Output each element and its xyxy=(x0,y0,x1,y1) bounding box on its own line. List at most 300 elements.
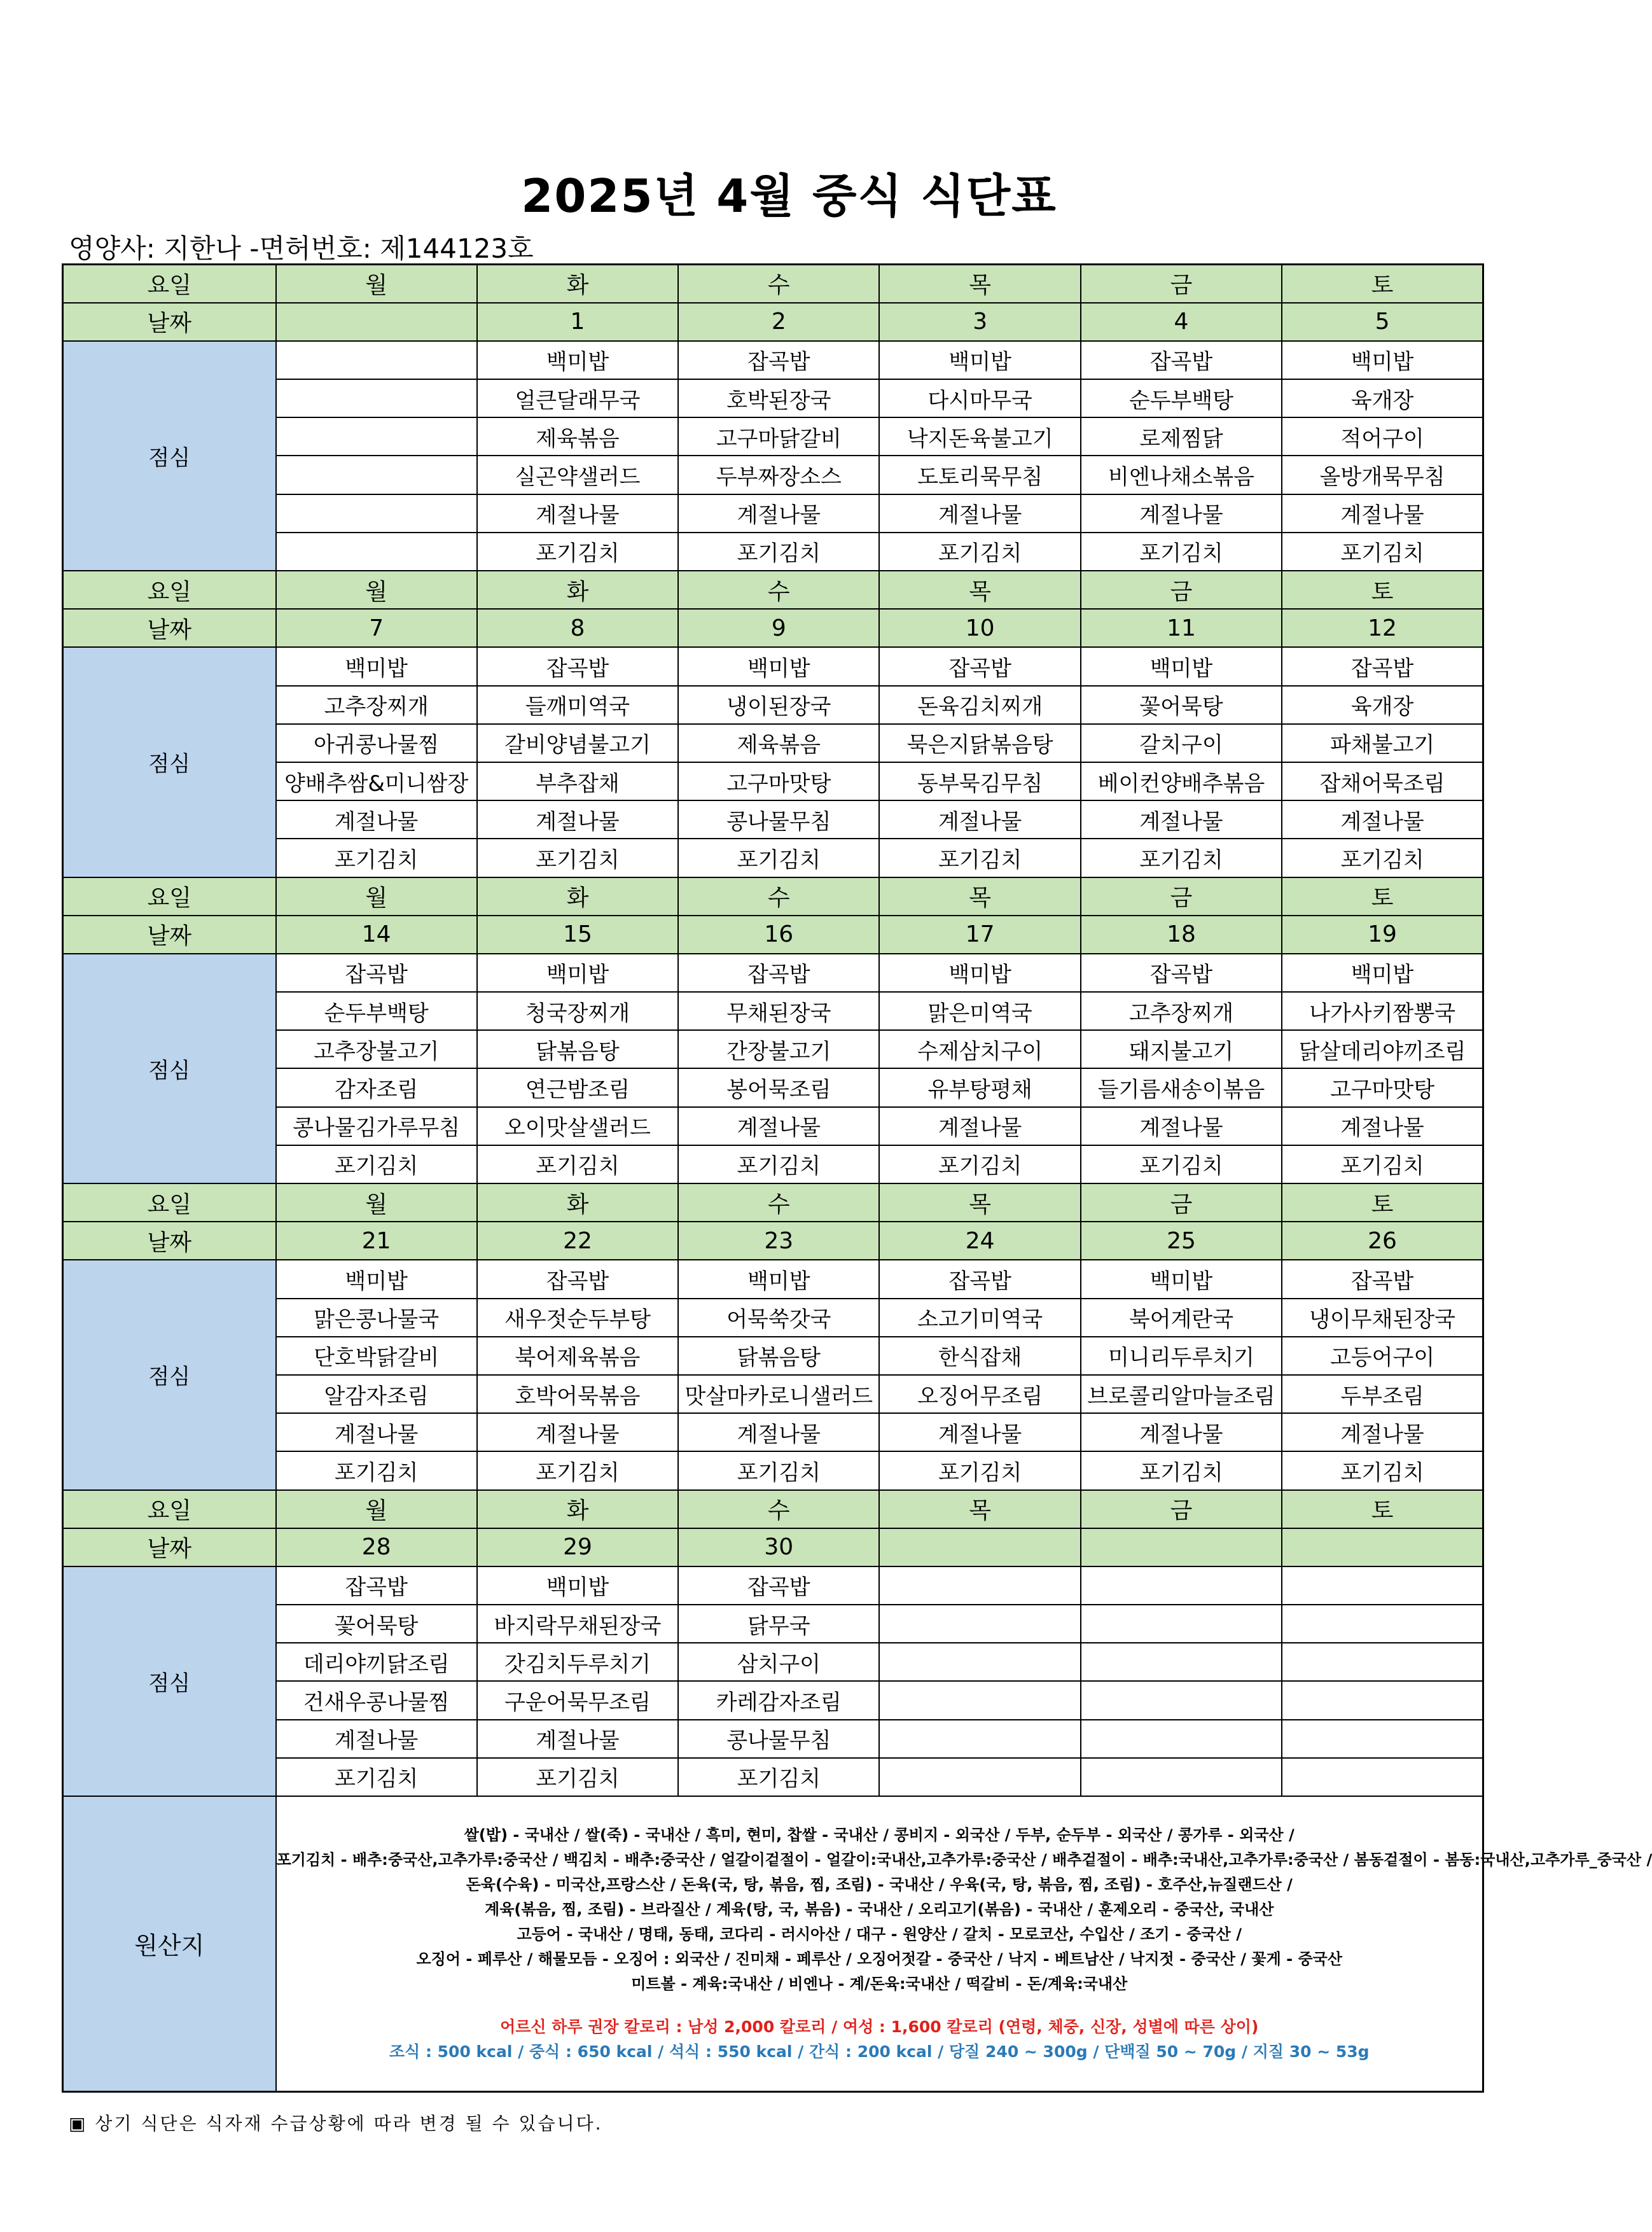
menu-item: 북어계란국 xyxy=(1081,1299,1282,1337)
menu-item xyxy=(879,1605,1080,1643)
menu-row xyxy=(63,1413,1483,1451)
menu-item: 고추장찌개 xyxy=(276,686,477,724)
menu-item xyxy=(879,1566,1080,1605)
origin-label: 원산지 xyxy=(63,1796,276,2091)
menu-item: 포기김치 xyxy=(1282,839,1483,877)
menu-item xyxy=(1081,1681,1282,1719)
date-cell xyxy=(879,1528,1080,1566)
menu-item: 알감자조림 xyxy=(276,1375,477,1413)
day-label: 요일 xyxy=(63,571,276,609)
day-row xyxy=(63,571,1483,609)
menu-item: 호박된장국 xyxy=(678,379,879,417)
menu-row xyxy=(63,1375,1483,1413)
date-label: 날짜 xyxy=(63,1528,276,1566)
menu-row xyxy=(63,494,1483,533)
day-name-cell: 금 xyxy=(1081,571,1282,609)
menu-item: 순두부백탕 xyxy=(1081,379,1282,417)
menu-item: 맑은미역국 xyxy=(879,992,1080,1030)
menu-item: 맛살마카로니샐러드 xyxy=(678,1375,879,1413)
day-name-cell: 목 xyxy=(879,265,1080,303)
menu-item: 돼지불고기 xyxy=(1081,1030,1282,1068)
menu-item: 계절나물 xyxy=(1282,800,1483,839)
day-label: 요일 xyxy=(63,265,276,303)
menu-item: 잡곡밥 xyxy=(678,1566,879,1605)
nutritionist-info: 영양사: 지한나 -면허번호: 제144123호 xyxy=(69,233,534,264)
date-row xyxy=(63,1528,1483,1566)
menu-item: 미니리두루치기 xyxy=(1081,1337,1282,1375)
date-cell xyxy=(276,303,477,341)
menu-item: 백미밥 xyxy=(678,1260,879,1298)
menu-item xyxy=(1282,1720,1483,1758)
menu-item: 백미밥 xyxy=(879,341,1080,379)
menu-item: 백미밥 xyxy=(276,647,477,685)
menu-item: 백미밥 xyxy=(879,954,1080,992)
lunch-label: 점심 xyxy=(63,647,276,877)
menu-item xyxy=(1282,1681,1483,1719)
menu-item: 간장불고기 xyxy=(678,1030,879,1068)
menu-row xyxy=(63,1643,1483,1681)
menu-row xyxy=(63,992,1483,1030)
menu-item: 호박어묵볶음 xyxy=(477,1375,678,1413)
day-label: 요일 xyxy=(63,1183,276,1222)
menu-item: 포기김치 xyxy=(879,1145,1080,1183)
menu-row xyxy=(63,1720,1483,1758)
menu-row xyxy=(63,800,1483,839)
date-cell: 19 xyxy=(1282,916,1483,954)
menu-item: 계절나물 xyxy=(1081,1413,1282,1451)
day-row xyxy=(63,265,1483,303)
day-name-cell: 금 xyxy=(1081,1183,1282,1222)
menu-item xyxy=(1282,1605,1483,1643)
day-name-cell: 월 xyxy=(276,265,477,303)
menu-item: 고구마맛탕 xyxy=(1282,1068,1483,1106)
menu-item: 건새우콩나물찜 xyxy=(276,1681,477,1719)
menu-item: 콩나물무침 xyxy=(678,800,879,839)
menu-item: 잡곡밥 xyxy=(1081,341,1282,379)
date-label: 날짜 xyxy=(63,609,276,647)
menu-row xyxy=(63,954,1483,992)
menu-row xyxy=(63,1107,1483,1145)
menu-item: 잡곡밥 xyxy=(879,1260,1080,1298)
menu-item: 도토리묵무침 xyxy=(879,456,1080,494)
menu-item: 계절나물 xyxy=(1282,1107,1483,1145)
date-cell: 21 xyxy=(276,1222,477,1260)
menu-item xyxy=(1081,1566,1282,1605)
menu-row xyxy=(63,1758,1483,1796)
date-cell: 4 xyxy=(1081,303,1282,341)
menu-item: 계절나물 xyxy=(276,800,477,839)
menu-item: 포기김치 xyxy=(1081,1451,1282,1489)
day-name-cell: 수 xyxy=(678,877,879,916)
origin-row xyxy=(63,1796,1483,2091)
menu-item: 계절나물 xyxy=(678,1107,879,1145)
menu-item: 계절나물 xyxy=(477,494,678,533)
menu-item: 포기김치 xyxy=(879,533,1080,571)
menu-item: 계절나물 xyxy=(1081,800,1282,839)
date-cell: 9 xyxy=(678,609,879,647)
menu-item: 수제삼치구이 xyxy=(879,1030,1080,1068)
menu-item: 백미밥 xyxy=(276,1260,477,1298)
day-name-cell: 수 xyxy=(678,571,879,609)
menu-item: 청국장찌개 xyxy=(477,992,678,1030)
menu-item: 포기김치 xyxy=(1282,1145,1483,1183)
day-name-cell: 화 xyxy=(477,265,678,303)
date-cell: 17 xyxy=(879,916,1080,954)
menu-item: 잡곡밥 xyxy=(678,341,879,379)
menu-item: 포기김치 xyxy=(678,533,879,571)
menu-item: 포기김치 xyxy=(477,1758,678,1796)
menu-item: 백미밥 xyxy=(477,954,678,992)
menu-item xyxy=(1282,1758,1483,1796)
menu-item: 포기김치 xyxy=(276,1451,477,1489)
day-label: 요일 xyxy=(63,1490,276,1528)
date-cell: 24 xyxy=(879,1222,1080,1260)
day-name-cell: 목 xyxy=(879,1490,1080,1528)
menu-item: 갈비양념불고기 xyxy=(477,724,678,762)
menu-row xyxy=(63,1566,1483,1605)
menu-item xyxy=(1282,1643,1483,1681)
meal-kcal-note: 조식 : 500 kcal / 중식 : 650 kcal / 석식 : 550 kcal / 간식 : 200 kcal / 당질 240 ~ 300g / 단백질 50 ~ 70g / 지질 30 ~ 53g xyxy=(389,2042,1370,2061)
menu-item xyxy=(276,494,477,533)
menu-item: 백미밥 xyxy=(1282,954,1483,992)
menu-item: 육개장 xyxy=(1282,379,1483,417)
date-cell: 1 xyxy=(477,303,678,341)
menu-item: 얼큰달래무국 xyxy=(477,379,678,417)
origin-line: 오징어 - 페루산 / 해물모듬 - 오징어 : 외국산 / 진미채 - 페루산 / 오징어젓갈 - 중국산 / 낙지 - 베트남산 / 낙지젓 - 중국산 / 꽃게 - 중국산 xyxy=(416,1950,1342,1969)
menu-row xyxy=(63,762,1483,800)
menu-item: 백미밥 xyxy=(1282,341,1483,379)
date-row xyxy=(63,1222,1483,1260)
menu-item: 단호박닭갈비 xyxy=(276,1337,477,1375)
menu-item: 다시마무국 xyxy=(879,379,1080,417)
menu-item: 백미밥 xyxy=(1081,1260,1282,1298)
lunch-label: 점심 xyxy=(63,954,276,1183)
origin-line: 포기김치 - 배추:중국산,고추가루:중국산 / 백김치 - 배추:중국산 / 얼갈이겉절이 - 얼갈이:국내산,고추가루:중국산 / 배추겉절이 - 배추:국내산,고추가루:중국산 / 봄동겉절이 - 봄동:국내산,고추가루_중국산 / xyxy=(276,1851,1652,1869)
menu-item: 북어제육볶음 xyxy=(477,1337,678,1375)
menu-item: 묵은지닭볶음탕 xyxy=(879,724,1080,762)
menu-item: 들깨미역국 xyxy=(477,686,678,724)
menu-item: 잡곡밥 xyxy=(477,1260,678,1298)
day-name-cell: 화 xyxy=(477,877,678,916)
menu-item: 두부짜장소스 xyxy=(678,456,879,494)
menu-item: 돈육김치찌개 xyxy=(879,686,1080,724)
day-name-cell: 금 xyxy=(1081,877,1282,916)
menu-item: 잡곡밥 xyxy=(1282,1260,1483,1298)
menu-item: 브로콜리알마늘조림 xyxy=(1081,1375,1282,1413)
menu-item: 포기김치 xyxy=(276,839,477,877)
day-name-cell: 토 xyxy=(1282,1490,1483,1528)
menu-item: 들기름새송이볶음 xyxy=(1081,1068,1282,1106)
day-name-cell: 화 xyxy=(477,1183,678,1222)
menu-item: 백미밥 xyxy=(678,647,879,685)
menu-item: 두부조림 xyxy=(1282,1375,1483,1413)
day-row xyxy=(63,1490,1483,1528)
day-name-cell: 토 xyxy=(1282,265,1483,303)
menu-item: 동부묵김무침 xyxy=(879,762,1080,800)
origin-line: 쌀(밥) - 국내산 / 쌀(죽) - 국내산 / 흑미, 현미, 찹쌀 - 국내산 / 콩비지 - 외국산 / 두부, 순두부 - 외국산 / 콩가루 - 외국산 / xyxy=(464,1826,1295,1845)
menu-item: 계절나물 xyxy=(276,1413,477,1451)
menu-item xyxy=(879,1643,1080,1681)
menu-item: 포기김치 xyxy=(477,533,678,571)
calorie-note: 어르신 하루 권장 칼로리 : 남성 2,000 칼로리 / 여성 : 1,600 칼로리 (연령, 체중, 신장, 성별에 따른 상이) xyxy=(500,2018,1259,2037)
menu-row xyxy=(63,1068,1483,1106)
date-cell: 11 xyxy=(1081,609,1282,647)
menu-row xyxy=(63,1145,1483,1183)
menu-item: 파채불고기 xyxy=(1282,724,1483,762)
menu-row xyxy=(63,417,1483,456)
origin-info xyxy=(276,1796,1652,2091)
date-label: 날짜 xyxy=(63,916,276,954)
menu-row xyxy=(63,647,1483,685)
day-name-cell: 금 xyxy=(1081,1490,1282,1528)
menu-item: 계절나물 xyxy=(477,1413,678,1451)
menu-item: 포기김치 xyxy=(879,839,1080,877)
menu-item: 냉이무채된장국 xyxy=(1282,1299,1483,1337)
menu-row xyxy=(63,1030,1483,1068)
menu-item: 고추장불고기 xyxy=(276,1030,477,1068)
day-name-cell: 목 xyxy=(879,1183,1080,1222)
day-row xyxy=(63,1183,1483,1222)
menu-item xyxy=(879,1758,1080,1796)
date-label: 날짜 xyxy=(63,1222,276,1260)
menu-item: 포기김치 xyxy=(276,1758,477,1796)
menu-row xyxy=(63,533,1483,571)
menu-item: 백미밥 xyxy=(1081,647,1282,685)
date-cell: 29 xyxy=(477,1528,678,1566)
day-name-cell: 토 xyxy=(1282,1183,1483,1222)
menu-item: 어묵쑥갓국 xyxy=(678,1299,879,1337)
menu-item: 포기김치 xyxy=(276,1145,477,1183)
date-cell: 2 xyxy=(678,303,879,341)
menu-item xyxy=(276,456,477,494)
menu-item: 포기김치 xyxy=(678,1758,879,1796)
date-row xyxy=(63,609,1483,647)
menu-item: 콩나물김가루무침 xyxy=(276,1107,477,1145)
menu-item: 고구마닭갈비 xyxy=(678,417,879,456)
day-name-cell: 화 xyxy=(477,1490,678,1528)
menu-row xyxy=(63,1337,1483,1375)
menu-item: 계절나물 xyxy=(879,1413,1080,1451)
menu-item xyxy=(276,379,477,417)
menu-item: 양배추쌈&미니쌈장 xyxy=(276,762,477,800)
menu-item: 계절나물 xyxy=(678,494,879,533)
menu-item: 꽃어묵탕 xyxy=(1081,686,1282,724)
menu-item: 한식잡채 xyxy=(879,1337,1080,1375)
menu-table xyxy=(62,263,1652,2093)
menu-item: 감자조림 xyxy=(276,1068,477,1106)
menu-item: 계절나물 xyxy=(276,1720,477,1758)
menu-row xyxy=(63,1451,1483,1489)
day-name-cell: 수 xyxy=(678,265,879,303)
menu-item: 포기김치 xyxy=(678,839,879,877)
date-cell: 16 xyxy=(678,916,879,954)
menu-item: 오징어무조림 xyxy=(879,1375,1080,1413)
date-cell: 23 xyxy=(678,1222,879,1260)
menu-row xyxy=(63,1605,1483,1643)
menu-item: 잡곡밥 xyxy=(276,1566,477,1605)
date-cell: 25 xyxy=(1081,1222,1282,1260)
menu-item xyxy=(1081,1758,1282,1796)
menu-row xyxy=(63,839,1483,877)
menu-item: 구운어묵무조림 xyxy=(477,1681,678,1719)
date-cell: 18 xyxy=(1081,916,1282,954)
menu-item: 고구마맛탕 xyxy=(678,762,879,800)
menu-item xyxy=(276,341,477,379)
menu-item: 소고기미역국 xyxy=(879,1299,1080,1337)
day-name-cell: 수 xyxy=(678,1490,879,1528)
menu-item: 포기김치 xyxy=(477,1145,678,1183)
menu-item xyxy=(1282,1566,1483,1605)
menu-item: 로제찜닭 xyxy=(1081,417,1282,456)
day-name-cell: 목 xyxy=(879,877,1080,916)
menu-item: 백미밥 xyxy=(477,341,678,379)
menu-item xyxy=(1081,1720,1282,1758)
menu-item: 포기김치 xyxy=(678,1145,879,1183)
menu-item: 잡곡밥 xyxy=(1282,647,1483,685)
menu-item: 계절나물 xyxy=(879,800,1080,839)
menu-item: 포기김치 xyxy=(1081,533,1282,571)
menu-item: 실곤약샐러드 xyxy=(477,456,678,494)
menu-item: 닭무국 xyxy=(678,1605,879,1643)
date-cell: 7 xyxy=(276,609,477,647)
day-name-cell: 토 xyxy=(1282,877,1483,916)
date-cell: 5 xyxy=(1282,303,1483,341)
menu-item: 잡곡밥 xyxy=(678,954,879,992)
menu-row xyxy=(63,1260,1483,1298)
day-name-cell: 화 xyxy=(477,571,678,609)
menu-item: 닭볶음탕 xyxy=(678,1337,879,1375)
menu-item: 포기김치 xyxy=(477,1451,678,1489)
menu-item: 잡곡밥 xyxy=(1081,954,1282,992)
menu-item: 고추장찌개 xyxy=(1081,992,1282,1030)
date-cell: 10 xyxy=(879,609,1080,647)
menu-item: 계절나물 xyxy=(477,1720,678,1758)
day-name-cell: 월 xyxy=(276,1490,477,1528)
menu-item: 포기김치 xyxy=(1282,533,1483,571)
menu-item: 적어구이 xyxy=(1282,417,1483,456)
menu-item: 맑은콩나물국 xyxy=(276,1299,477,1337)
date-cell: 3 xyxy=(879,303,1080,341)
menu-item: 포기김치 xyxy=(1282,1451,1483,1489)
menu-item xyxy=(276,417,477,456)
day-row xyxy=(63,877,1483,916)
menu-item: 계절나물 xyxy=(678,1413,879,1451)
menu-item: 계절나물 xyxy=(1081,1107,1282,1145)
footnote: ▣ 상기 식단은 식자재 수급상황에 따라 변경 될 수 있습니다. xyxy=(69,2113,603,2134)
menu-row xyxy=(63,341,1483,379)
menu-item: 삼치구이 xyxy=(678,1643,879,1681)
day-name-cell: 목 xyxy=(879,571,1080,609)
menu-item: 나가사키짬뽕국 xyxy=(1282,992,1483,1030)
menu-item: 콩나물무침 xyxy=(678,1720,879,1758)
menu-item: 부추잡채 xyxy=(477,762,678,800)
lunch-label: 점심 xyxy=(63,1566,276,1796)
menu-item xyxy=(1081,1643,1282,1681)
menu-item xyxy=(276,533,477,571)
menu-item: 갓김치두루치기 xyxy=(477,1643,678,1681)
menu-item: 베이컨양배추볶음 xyxy=(1081,762,1282,800)
menu-row xyxy=(63,686,1483,724)
menu-item: 올방개묵무침 xyxy=(1282,456,1483,494)
menu-item: 잡채어묵조림 xyxy=(1282,762,1483,800)
menu-item: 계절나물 xyxy=(477,800,678,839)
day-name-cell: 수 xyxy=(678,1183,879,1222)
lunch-label: 점심 xyxy=(63,341,276,571)
menu-item: 무채된장국 xyxy=(678,992,879,1030)
menu-item: 닭볶음탕 xyxy=(477,1030,678,1068)
menu-item: 새우젓순두부탕 xyxy=(477,1299,678,1337)
date-cell: 26 xyxy=(1282,1222,1483,1260)
menu-item: 잡곡밥 xyxy=(477,647,678,685)
menu-item: 갈치구이 xyxy=(1081,724,1282,762)
menu-item: 꽃어묵탕 xyxy=(276,1605,477,1643)
menu-item: 데리야끼닭조림 xyxy=(276,1643,477,1681)
origin-line: 고등어 - 국내산 / 명태, 동태, 코다리 - 러시아산 / 대구 - 원양산 / 갈치 - 모로코산, 수입산 / 조기 - 중국산 / xyxy=(517,1925,1242,1944)
menu-item: 냉이된장국 xyxy=(678,686,879,724)
menu-item: 카레감자조림 xyxy=(678,1681,879,1719)
menu-item: 포기김치 xyxy=(1081,1145,1282,1183)
menu-item: 잡곡밥 xyxy=(276,954,477,992)
menu-item: 포기김치 xyxy=(879,1451,1080,1489)
menu-item: 유부탕평채 xyxy=(879,1068,1080,1106)
day-name-cell: 월 xyxy=(276,877,477,916)
day-name-cell: 월 xyxy=(276,1183,477,1222)
menu-item: 제육볶음 xyxy=(678,724,879,762)
date-cell: 28 xyxy=(276,1528,477,1566)
menu-item: 백미밥 xyxy=(477,1566,678,1605)
menu-item: 육개장 xyxy=(1282,686,1483,724)
date-label: 날짜 xyxy=(63,303,276,341)
date-cell xyxy=(1282,1528,1483,1566)
date-cell: 15 xyxy=(477,916,678,954)
menu-item: 포기김치 xyxy=(477,839,678,877)
menu-item: 낙지돈육불고기 xyxy=(879,417,1080,456)
menu-item: 바지락무채된장국 xyxy=(477,1605,678,1643)
menu-row xyxy=(63,1681,1483,1719)
origin-line: 돈육(수육) - 미국산,프랑스산 / 돈육(국, 탕, 볶음, 찜, 조림) - 국내산 / 우육(국, 탕, 볶음, 찜, 조림) - 호주산,뉴질랜드산 / xyxy=(466,1876,1293,1894)
menu-row xyxy=(63,724,1483,762)
day-label: 요일 xyxy=(63,877,276,916)
menu-item xyxy=(1081,1605,1282,1643)
date-cell: 22 xyxy=(477,1222,678,1260)
menu-item: 포기김치 xyxy=(1081,839,1282,877)
menu-item: 계절나물 xyxy=(1282,494,1483,533)
menu-item: 제육볶음 xyxy=(477,417,678,456)
day-name-cell: 금 xyxy=(1081,265,1282,303)
page-title: 2025년 4월 중식 식단표 xyxy=(521,169,1057,223)
date-row xyxy=(63,303,1483,341)
menu-item: 포기김치 xyxy=(678,1451,879,1489)
menu-item: 계절나물 xyxy=(879,494,1080,533)
menu-item: 아귀콩나물찜 xyxy=(276,724,477,762)
date-row xyxy=(63,916,1483,954)
menu-item: 계절나물 xyxy=(1081,494,1282,533)
menu-item: 닭살데리야끼조림 xyxy=(1282,1030,1483,1068)
origin-line: 미트볼 - 계육:국내산 / 비엔나 - 계/돈육:국내산 / 떡갈비 - 돈/계육:국내산 xyxy=(631,1975,1128,1993)
menu-item: 고등어구이 xyxy=(1282,1337,1483,1375)
menu-row xyxy=(63,379,1483,417)
menu-item xyxy=(879,1720,1080,1758)
lunch-label: 점심 xyxy=(63,1260,276,1489)
menu-item: 연근밤조림 xyxy=(477,1068,678,1106)
menu-item: 비엔나채소볶음 xyxy=(1081,456,1282,494)
day-name-cell: 토 xyxy=(1282,571,1483,609)
menu-item: 순두부백탕 xyxy=(276,992,477,1030)
date-cell: 12 xyxy=(1282,609,1483,647)
date-cell: 14 xyxy=(276,916,477,954)
menu-item: 봉어묵조림 xyxy=(678,1068,879,1106)
menu-item: 잡곡밥 xyxy=(879,647,1080,685)
